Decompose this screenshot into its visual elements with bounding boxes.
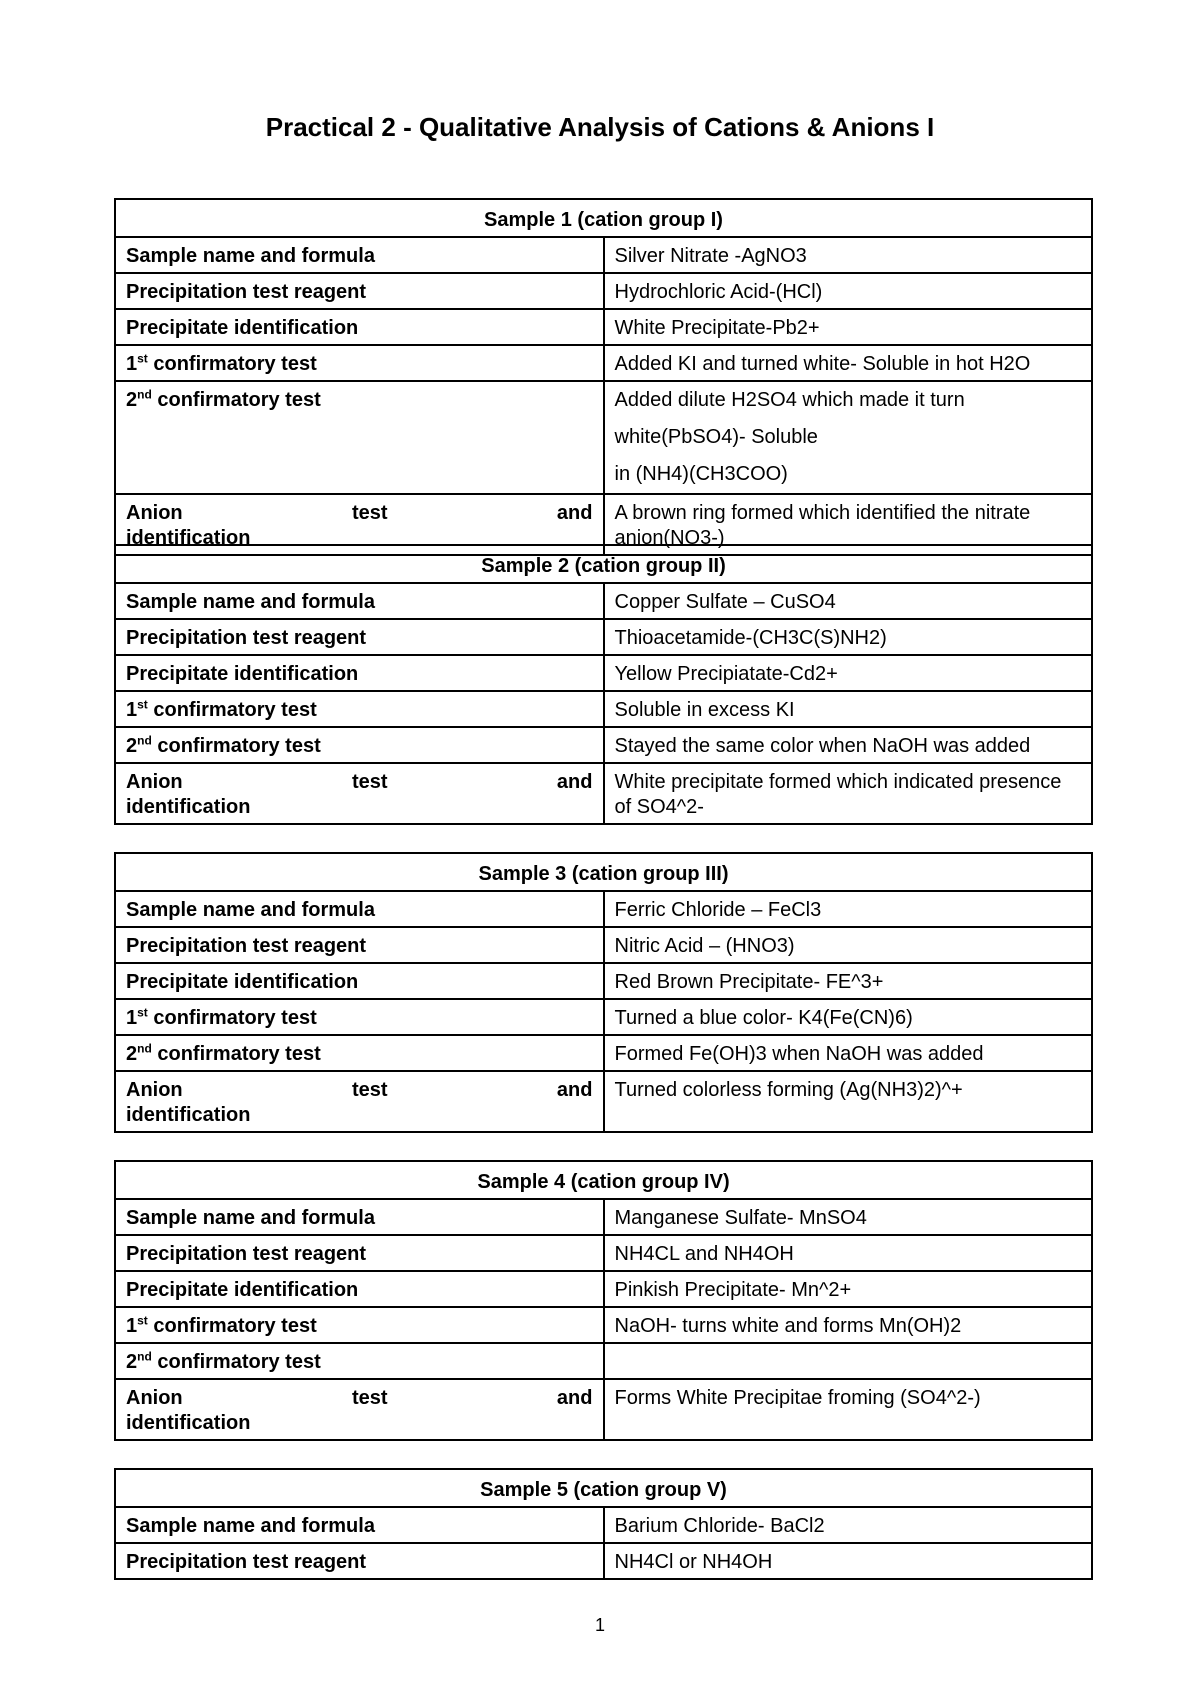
label-text: confirmatory test [147,699,317,721]
value-anion-test: Turned colorless forming (Ag(NH3)2)^+ [604,1071,1093,1132]
label-text: confirmatory test [147,1007,317,1029]
label-sample-name: Sample name and formula [115,891,604,927]
ordinal-number: 1 [126,353,138,375]
sample-header: Sample 2 (cation group II) [115,545,1092,583]
value-reagent: Thioacetamide-(CH3C(S)NH2) [604,619,1093,655]
label-word: Anion [126,771,183,793]
label-sample-name: Sample name and formula [115,1199,604,1235]
sample-5-table [114,1468,1093,1580]
ordinal-number: 2 [126,1043,138,1065]
value-second-confirmatory [604,381,1093,494]
value-anion-test: A brown ring formed which identified the nitrate anion(NO3-) [604,494,1093,555]
label-word: Anion [126,1387,183,1409]
label-word: test [352,1387,388,1409]
ordinal-suffix: nd [137,387,152,402]
value-anion-test: Forms White Precipitae froming (SO4^2-) [604,1379,1093,1440]
label-reagent: Precipitation test reagent [115,927,604,963]
value-first-confirmatory: Added KI and turned white- Soluble in hot H2O [604,345,1093,381]
page-title: Practical 2 - Qualitative Analysis of Cations & Anions I [265,112,935,142]
ordinal-suffix: nd [137,1349,152,1364]
value-line: in (NH4)(CH3COO) [614,463,788,485]
label-first-confirmatory [115,345,604,381]
value-precipitate: White Precipitate-Pb2+ [604,309,1093,345]
label-second-confirmatory [115,381,604,494]
page-number: 1 [594,1615,605,1635]
value-anion-test: White precipitate formed which indicated presence of SO4^2- [604,763,1093,824]
label-anion-test [115,1071,604,1132]
value-sample-name: Silver Nitrate -AgNO3 [604,237,1093,273]
ordinal-suffix: st [137,697,148,712]
label-word: Anion [126,1079,183,1101]
label-word: identification [126,796,251,818]
value-first-confirmatory: Turned a blue color- K4(Fe(CN)6) [604,999,1093,1035]
label-first-confirmatory [115,691,604,727]
sample-header: Sample 1 (cation group I) [115,199,1092,237]
label-word: and [556,502,593,524]
ordinal-suffix: nd [137,1041,152,1056]
label-word: and [556,771,593,793]
sample-2-table [114,544,1093,825]
label-sample-name: Sample name and formula [115,583,604,619]
label-text: confirmatory test [151,735,321,757]
value-sample-name: Manganese Sulfate- MnSO4 [604,1199,1093,1235]
label-word: Anion [126,502,183,524]
label-precipitate: Precipitate identification [115,655,604,691]
label-anion-test [115,763,604,824]
label-precipitate: Precipitate identification [115,1271,604,1307]
sample-1-table [114,198,1093,556]
label-word: test [352,771,388,793]
label-reagent: Precipitation test reagent [115,1235,604,1271]
ordinal-number: 2 [126,735,138,757]
value-precipitate: Yellow Precipiatate-Cd2+ [604,655,1093,691]
value-sample-name: Copper Sulfate – CuSO4 [604,583,1093,619]
label-text: confirmatory test [147,1315,317,1337]
label-sample-name: Sample name and formula [115,1507,604,1543]
label-word: identification [126,1104,251,1126]
value-reagent: NH4Cl or NH4OH [604,1543,1093,1579]
ordinal-suffix: st [137,1005,148,1020]
label-word: test [352,502,388,524]
value-sample-name: Ferric Chloride – FeCl3 [604,891,1093,927]
ordinal-suffix: nd [137,733,152,748]
value-reagent: Hydrochloric Acid-(HCl) [604,273,1093,309]
value-first-confirmatory: NaOH- turns white and forms Mn(OH)2 [604,1307,1093,1343]
value-reagent: Nitric Acid – (HNO3) [604,927,1093,963]
value-second-confirmatory: Formed Fe(OH)3 when NaOH was added [604,1035,1093,1071]
sample-header: Sample 5 (cation group V) [115,1469,1092,1507]
sample-3-table [114,852,1093,1133]
ordinal-suffix: st [137,1313,148,1328]
value-second-confirmatory [604,1343,1093,1379]
value-sample-name: Barium Chloride- BaCl2 [604,1507,1093,1543]
ordinal-number: 1 [126,1315,138,1337]
label-anion-test [115,1379,604,1440]
value-first-confirmatory: Soluble in excess KI [604,691,1093,727]
label-word: and [556,1387,593,1409]
label-word: and [556,1079,593,1101]
label-second-confirmatory [115,727,604,763]
label-precipitate: Precipitate identification [115,963,604,999]
label-second-confirmatory [115,1035,604,1071]
label-first-confirmatory [115,999,604,1035]
value-line: Added dilute H2SO4 which made it turn white(PbSO4)- Soluble [614,389,965,448]
sample-header: Sample 4 (cation group IV) [115,1161,1092,1199]
ordinal-number: 2 [126,389,138,411]
value-reagent: NH4CL and NH4OH [604,1235,1093,1271]
label-word: identification [126,527,251,549]
label-reagent: Precipitation test reagent [115,273,604,309]
value-second-confirmatory: Stayed the same color when NaOH was added [604,727,1093,763]
ordinal-number: 2 [126,1351,138,1373]
label-text: confirmatory test [151,1043,321,1065]
sample-header: Sample 3 (cation group III) [115,853,1092,891]
sample-4-table [114,1160,1093,1441]
label-first-confirmatory [115,1307,604,1343]
label-sample-name: Sample name and formula [115,237,604,273]
ordinal-suffix: st [137,351,148,366]
label-word: identification [126,1412,251,1434]
value-precipitate: Pinkish Precipitate- Mn^2+ [604,1271,1093,1307]
label-text: confirmatory test [151,389,321,411]
label-word: test [352,1079,388,1101]
label-reagent: Precipitation test reagent [115,619,604,655]
label-second-confirmatory [115,1343,604,1379]
value-precipitate: Red Brown Precipitate- FE^3+ [604,963,1093,999]
label-text: confirmatory test [147,353,317,375]
label-text: confirmatory test [151,1351,321,1373]
ordinal-number: 1 [126,699,138,721]
label-reagent: Precipitation test reagent [115,1543,604,1579]
ordinal-number: 1 [126,1007,138,1029]
label-precipitate: Precipitate identification [115,309,604,345]
